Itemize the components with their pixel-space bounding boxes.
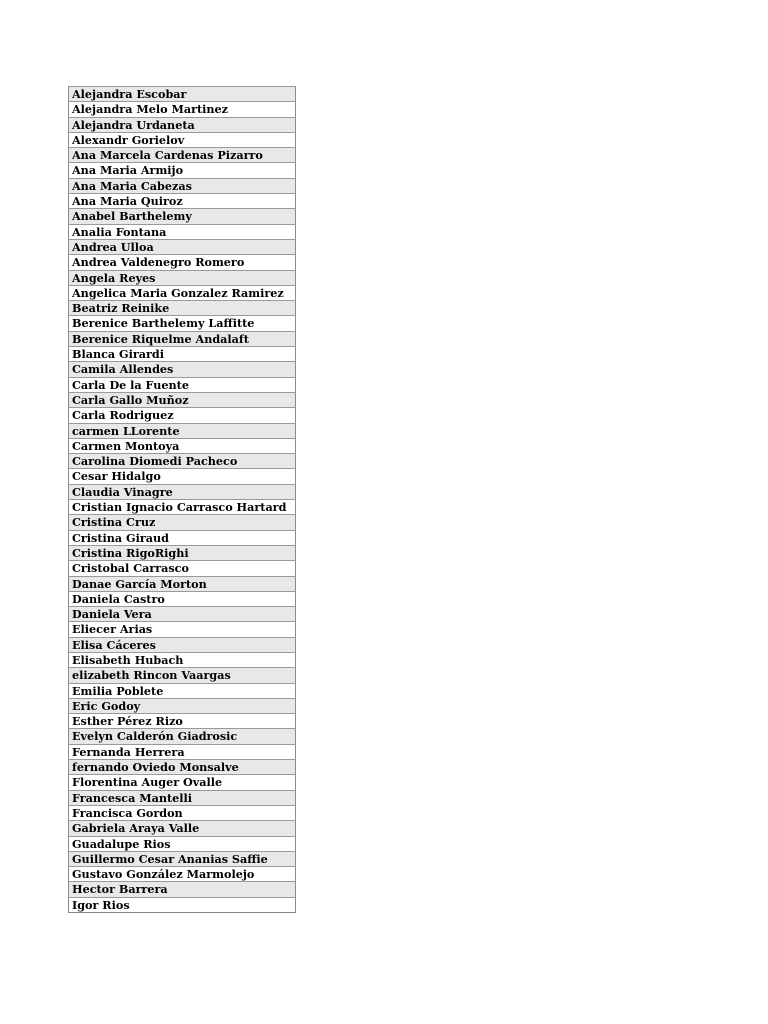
name-cell: Gabriela Araya Valle [69,821,296,836]
name-cell: Cristian Ignacio Carrasco Hartard [69,500,296,515]
table-row [69,805,296,820]
name-cell: Eliecer Arias [69,622,296,637]
name-cell: Claudia Vinagre [69,484,296,499]
name-cell: Cesar Hidalgo [69,469,296,484]
table-row [69,790,296,805]
table-row [69,178,296,193]
name-cell: Eric Godoy [69,698,296,713]
table-row [69,714,296,729]
table-row [69,851,296,866]
name-cell: Fernanda Herrera [69,744,296,759]
name-cell: Alexandr Gorielov [69,132,296,147]
table-row [69,362,296,377]
name-cell: Cristina Giraud [69,530,296,545]
table-row [69,652,296,667]
table-row [69,545,296,560]
table-row [69,132,296,147]
table-row [69,117,296,132]
name-cell: Evelyn Calderón Giadrosic [69,729,296,744]
name-cell: Ana Maria Cabezas [69,178,296,193]
table-row [69,331,296,346]
table-row [69,163,296,178]
table-row [69,148,296,163]
table-row [69,683,296,698]
table-row [69,607,296,622]
table-row [69,209,296,224]
table-row [69,775,296,790]
name-cell: Daniela Castro [69,591,296,606]
table-row [69,668,296,683]
table-row [69,698,296,713]
name-cell: Guadalupe Rios [69,836,296,851]
name-cell: Esther Pérez Rizo [69,714,296,729]
table-row [69,224,296,239]
table-row [69,515,296,530]
name-cell: Analia Fontana [69,224,296,239]
name-cell: Angela Reyes [69,270,296,285]
table-row [69,530,296,545]
table-row [69,438,296,453]
name-cell: Carla Rodriguez [69,408,296,423]
names-table-body [69,87,296,913]
name-cell: Carmen Montoya [69,438,296,453]
name-cell: Andrea Ulloa [69,239,296,254]
names-table [68,86,296,913]
name-cell: Berenice Barthelemy Laffitte [69,316,296,331]
table-row [69,239,296,254]
table-row [69,194,296,209]
name-cell: Guillermo Cesar Ananias Saffie [69,851,296,866]
name-cell: Gustavo González Marmolejo [69,867,296,882]
table-row [69,377,296,392]
table-row [69,836,296,851]
table-row [69,316,296,331]
name-cell: Elisa Cáceres [69,637,296,652]
table-row [69,591,296,606]
table-row [69,392,296,407]
name-cell: Carla De la Fuente [69,377,296,392]
table-row [69,285,296,300]
name-cell: Carolina Diomedi Pacheco [69,454,296,469]
table-row [69,561,296,576]
name-cell: carmen LLorente [69,423,296,438]
table-row [69,301,296,316]
table-row [69,408,296,423]
name-cell: Ana Maria Quiroz [69,194,296,209]
name-cell: Ana Maria Armijo [69,163,296,178]
table-row [69,637,296,652]
name-cell: Alejandra Urdaneta [69,117,296,132]
name-cell: Igor Rios [69,897,296,912]
table-row [69,469,296,484]
name-cell: Anabel Barthelemy [69,209,296,224]
name-cell: Ana Marcela Cardenas Pizarro [69,148,296,163]
table-row [69,867,296,882]
name-cell: Alejandra Melo Martinez [69,102,296,117]
table-row [69,87,296,102]
table-row [69,821,296,836]
name-cell: Elisabeth Hubach [69,652,296,667]
table-row [69,347,296,362]
name-cell: Danae García Morton [69,576,296,591]
name-cell: Cristina Cruz [69,515,296,530]
name-cell: Angelica Maria Gonzalez Ramirez [69,285,296,300]
table-row [69,255,296,270]
name-cell: Florentina Auger Ovalle [69,775,296,790]
name-cell: Andrea Valdenegro Romero [69,255,296,270]
name-cell: Blanca Girardi [69,347,296,362]
name-cell: Cristina RigoRighi [69,545,296,560]
table-row [69,484,296,499]
name-cell: elizabeth Rincon Vaargas [69,668,296,683]
table-row [69,500,296,515]
name-cell: Alejandra Escobar [69,87,296,102]
name-cell: Francisca Gordon [69,805,296,820]
name-cell: Camila Allendes [69,362,296,377]
table-row [69,423,296,438]
table-row [69,576,296,591]
name-cell: Carla Gallo Muñoz [69,392,296,407]
name-cell: Hector Barrera [69,882,296,897]
table-row [69,270,296,285]
table-row [69,882,296,897]
name-cell: Berenice Riquelme Andalaft [69,331,296,346]
name-cell: fernando Oviedo Monsalve [69,760,296,775]
name-cell: Beatriz Reinike [69,301,296,316]
table-row [69,897,296,912]
table-row [69,760,296,775]
table-row [69,454,296,469]
table-row [69,102,296,117]
table-row [69,744,296,759]
name-cell: Cristobal Carrasco [69,561,296,576]
name-cell: Francesca Mantelli [69,790,296,805]
table-row [69,622,296,637]
name-cell: Emilia Poblete [69,683,296,698]
name-cell: Daniela Vera [69,607,296,622]
table-row [69,729,296,744]
